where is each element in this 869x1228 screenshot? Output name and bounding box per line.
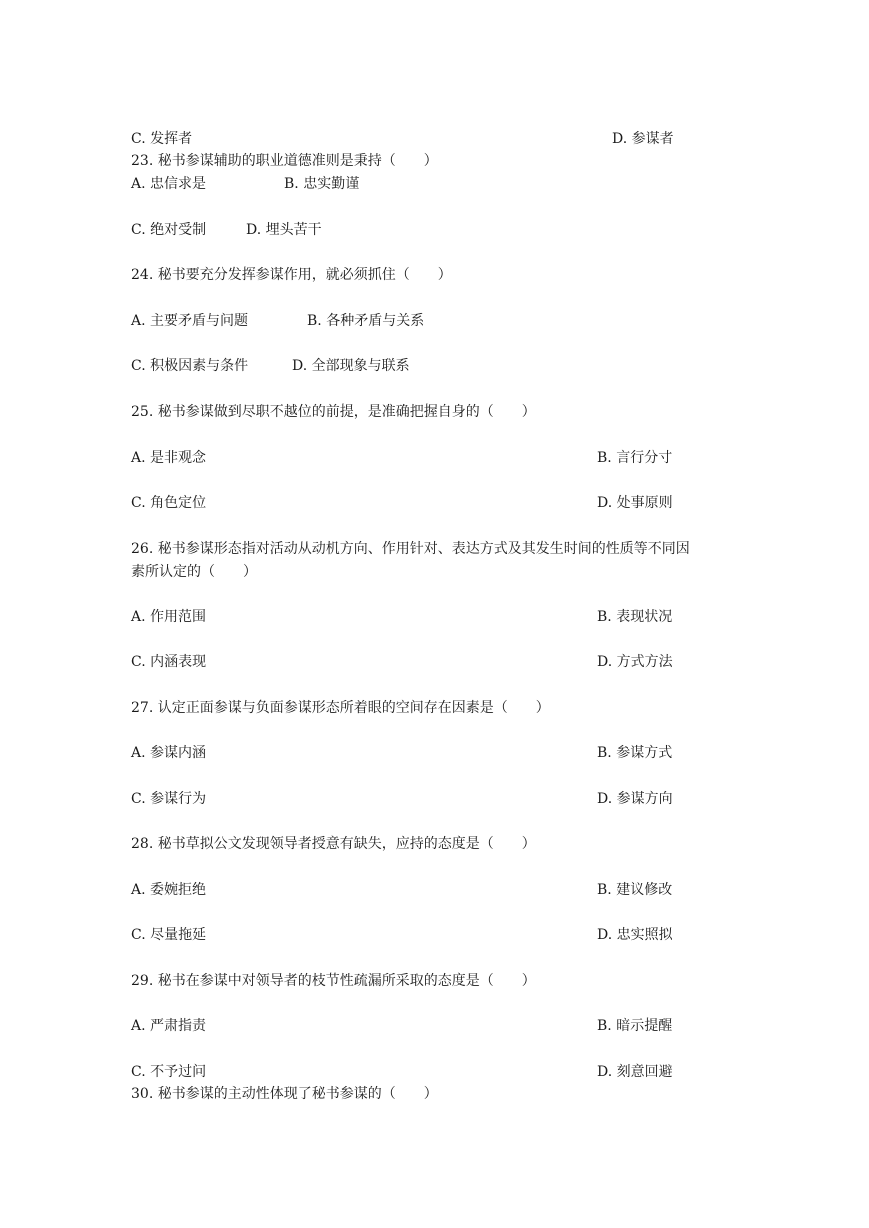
q25-option-b: B. 言行分寸	[597, 450, 673, 466]
q25-option-d: D. 处事原则	[597, 495, 673, 511]
q28-option-d: D. 忠实照拟	[597, 927, 673, 943]
q28-option-c: C. 尽量拖延	[131, 927, 207, 943]
q28-option-b: B. 建议修改	[597, 882, 673, 898]
q26-option-b: B. 表现状况	[597, 609, 673, 625]
q24-option-c: C. 积极因素与条件	[131, 358, 249, 374]
q26-option-d: D. 方式方法	[597, 654, 673, 670]
q28-option-a: A. 委婉拒绝	[131, 882, 207, 898]
q26-option-c: C. 内涵表现	[131, 654, 207, 670]
q27-option-b: B. 参谋方式	[597, 745, 673, 761]
q25-stem: 25. 秘书参谋做到尽职不越位的前提，是准确把握自身的（ ）	[131, 404, 536, 420]
q22-option-d: D. 参谋者	[612, 131, 674, 147]
q29-stem: 29. 秘书在参谋中对领导者的枝节性疏漏所采取的态度是（ ）	[131, 973, 536, 989]
q24-stem: 24. 秘书要充分发挥参谋作用，就必须抓住（ ）	[131, 267, 452, 283]
q29-option-c: C. 不予过问	[131, 1064, 207, 1080]
q27-option-a: A. 参谋内涵	[131, 745, 207, 761]
q27-option-c: C. 参谋行为	[131, 791, 207, 807]
q24-option-a: A. 主要矛盾与问题	[131, 313, 249, 329]
q23-option-b: B. 忠实勤谨	[284, 176, 360, 192]
q30-stem: 30. 秘书参谋的主动性体现了秘书参谋的（ ）	[131, 1086, 438, 1102]
q23-stem: 23. 秘书参谋辅助的职业道德准则是秉持（ ）	[131, 153, 438, 169]
q23-option-d: D. 埋头苦干	[246, 222, 322, 238]
q26-option-a: A. 作用范围	[131, 609, 207, 625]
q25-option-c: C. 角色定位	[131, 495, 207, 511]
q24-option-b: B. 各种矛盾与关系	[307, 313, 425, 329]
q23-option-a: A. 忠信求是	[131, 176, 207, 192]
q27-stem: 27. 认定正面参谋与负面参谋形态所着眼的空间存在因素是（ ）	[131, 700, 550, 716]
q25-option-a: A. 是非观念	[131, 450, 207, 466]
q24-option-d: D. 全部现象与联系	[292, 358, 410, 374]
q29-option-a: A. 严肃指责	[131, 1018, 207, 1034]
q29-option-d: D. 刻意回避	[597, 1064, 673, 1080]
q22-option-c: C. 发挥者	[131, 131, 193, 147]
q26-stem-line2: 素所认定的（ ）	[131, 564, 257, 580]
q29-option-b: B. 暗示提醒	[597, 1018, 673, 1034]
q23-option-c: C. 绝对受制	[131, 222, 207, 238]
q28-stem: 28. 秘书草拟公文发现领导者授意有缺失，应持的态度是（ ）	[131, 836, 536, 852]
q26-stem-line1: 26. 秘书参谋形态指对活动从动机方向、作用针对、表达方式及其发生时间的性质等不同因	[131, 541, 690, 557]
q27-option-d: D. 参谋方向	[597, 791, 673, 807]
